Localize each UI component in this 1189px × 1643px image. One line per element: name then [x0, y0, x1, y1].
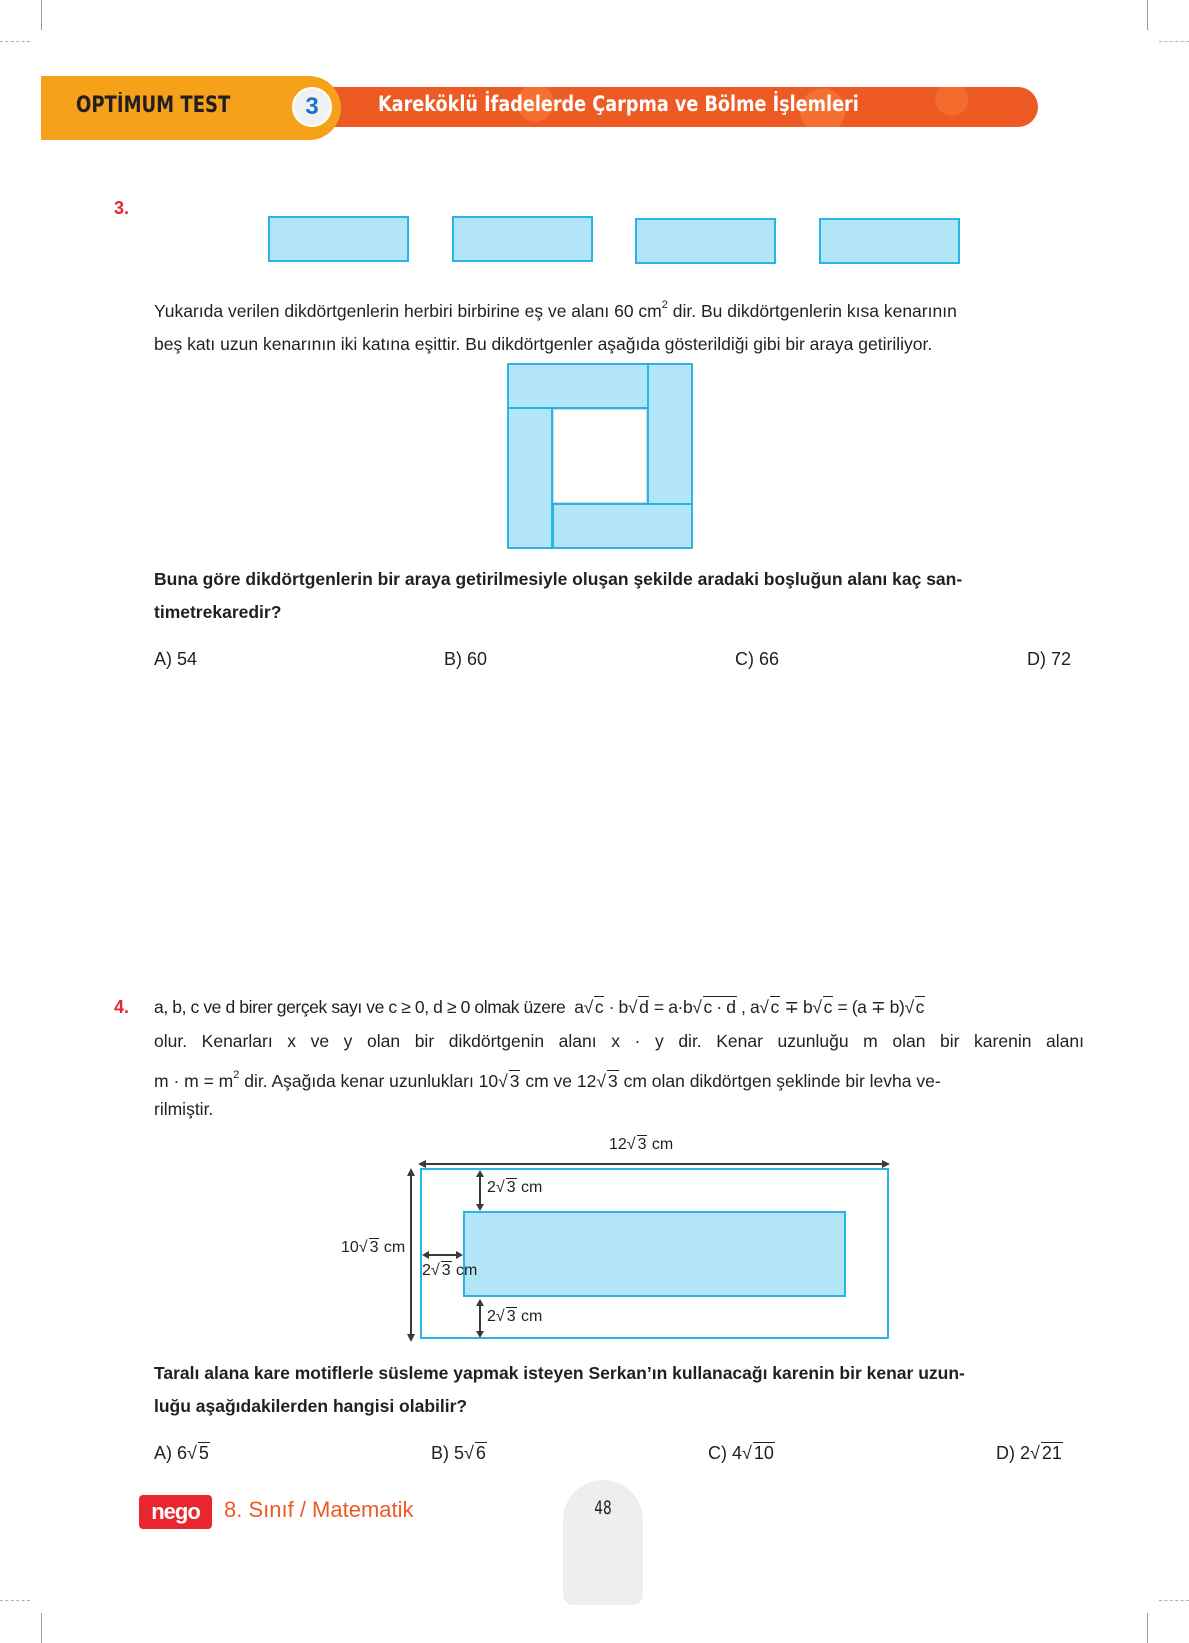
arrow-head-down — [407, 1334, 415, 1342]
arrow-head-up — [476, 1299, 484, 1306]
option-a[interactable]: A) 6√ 5 — [154, 1443, 209, 1463]
test-number-badge: 3 — [292, 87, 332, 127]
arrow-head-left — [418, 1160, 426, 1168]
question-intro-line3: $m \cdot m = m^2$ dir. Aşağıda kenar uzunlukları 10√ 3 cm ve 12√ 3 cm olan dikdörtgen şeklinde bir levha ve- — [154, 1069, 941, 1091]
option-b[interactable]: B) 5√ 6 — [431, 1443, 486, 1463]
topic-title: Kareköklü İfadelerde Çarpma ve Bölme İşlemleri — [378, 92, 859, 116]
arrow-head-right — [882, 1160, 890, 1168]
arrow-head-down — [476, 1331, 484, 1338]
question-intro-line1: a, b, c ve d birer gerçek sayı ve c ≥ 0, d ≥ 0 olmak üzere a√ c · b√ d = a·b√ c · d , a√ c ∓ b√ c = (a ∓ b)√ c — [154, 997, 925, 1017]
question-number: 3. — [114, 198, 130, 218]
width-label: 12√ 3 cm — [609, 1136, 674, 1153]
publisher-logo: nego — [139, 1495, 212, 1529]
page-number: 48 — [594, 1497, 612, 1519]
crop-mark — [41, 1613, 42, 1643]
test-label: OPTİMUM TEST — [76, 93, 231, 118]
crop-mark — [1159, 1600, 1189, 1601]
figure-rect-left — [507, 407, 553, 549]
arrow-head-down — [476, 1204, 484, 1211]
height-arrow — [410, 1172, 412, 1338]
rectangle-4 — [819, 218, 960, 264]
grade-subject: 8. Sınıf / Matematik — [224, 1497, 414, 1522]
option-d[interactable]: D) 2√ 21 — [996, 1443, 1062, 1463]
arrow-head-up — [407, 1168, 415, 1176]
rectangle-1 — [268, 216, 409, 262]
arrow-head-right — [456, 1251, 463, 1259]
rectangle-3 — [635, 218, 776, 264]
left-margin-arrow — [425, 1254, 460, 1256]
option-c[interactable]: C) 4√ 10 — [708, 1443, 774, 1463]
figure-gap — [553, 409, 647, 503]
crop-mark — [0, 41, 30, 42]
crop-mark — [1147, 1613, 1148, 1643]
top-margin-label: 2√ 3 cm — [487, 1179, 543, 1196]
option-a[interactable]: A) 54 — [154, 649, 198, 669]
left-margin-label: 2√ 3 cm — [422, 1262, 478, 1279]
question-number: 4. — [114, 997, 130, 1017]
formula-product: a√ c · b√ d = a·b√ c · d — [574, 997, 736, 1017]
rectangle-2 — [452, 216, 593, 262]
option-d[interactable]: D) 72 — [1027, 649, 1072, 669]
width-arrow — [422, 1163, 886, 1165]
bottom-margin-label: 2√ 3 cm — [487, 1308, 543, 1325]
question-intro: Yukarıda verilen dikdörtgenlerin herbiri birbirine eş ve alanı 60 $cm^2$ dir. Bu dikdörtgenlerin kısa kenarının beş katı uzun kenarının iki katına eşittir. Bu dikdörtgenler aşağıda gösterildiği gibi bir araya getiriliyor. — [154, 299, 957, 354]
option-c[interactable]: C) 66 — [735, 649, 780, 669]
option-b[interactable]: B) 60 — [444, 649, 488, 669]
figure-rect-right — [647, 363, 693, 505]
crop-mark — [1159, 41, 1189, 42]
shaded-area — [463, 1211, 846, 1297]
question-prompt: Taralı alana kare motiflerle süsleme yapmak isteyen Serkan’ın kullanacağı karenin bir kenar uzun- luğu aşağıdakilerden hangisi olabilir? — [154, 1363, 965, 1416]
crop-mark — [41, 0, 42, 30]
formula-sum: , a√ c ∓ b√ c = (a ∓ b)√ c — [741, 997, 925, 1017]
height-label: 10√ 3 cm — [341, 1239, 406, 1256]
question-intro-line2: olur. Kenarları x ve y olan bir dikdörtgenin alanı x · y dir. Kenar uzunluğu m olan bir karenin alanı — [154, 1031, 1084, 1051]
arrow-head-up — [476, 1170, 484, 1177]
question-prompt: Buna göre dikdörtgenlerin bir araya getirilmesiyle oluşan şekilde aradaki boşluğun alanı kaç san- timetrekaredir? — [154, 569, 963, 622]
arrow-head-left — [422, 1251, 429, 1259]
crop-mark — [0, 1600, 30, 1601]
figure-rect-bottom — [552, 503, 693, 549]
crop-mark — [1147, 0, 1148, 30]
figure-rect-top — [507, 363, 649, 409]
question-intro-line4: rilmiştir. — [154, 1099, 214, 1119]
